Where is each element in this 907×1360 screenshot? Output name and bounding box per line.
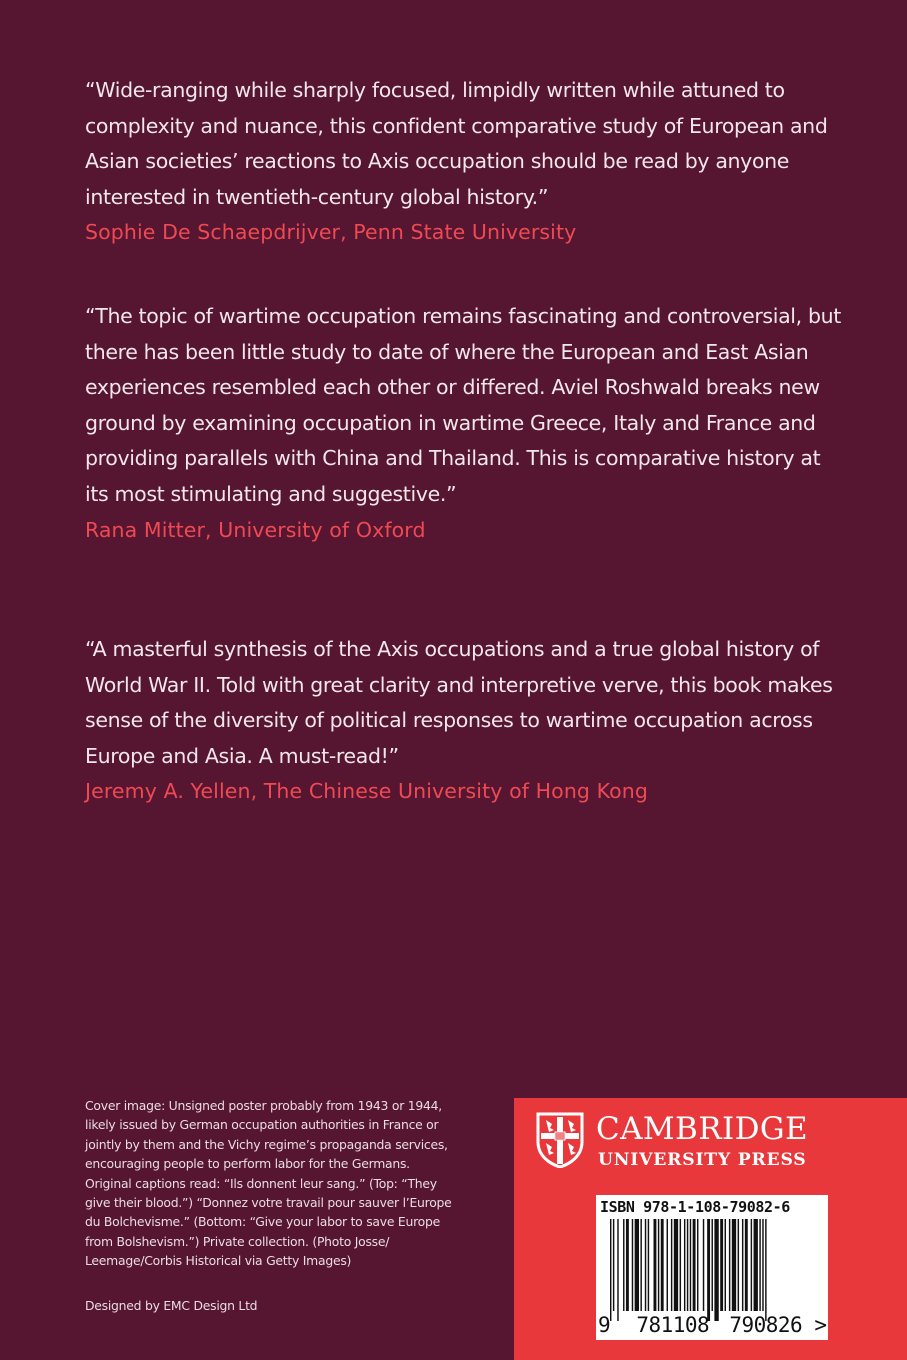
endorsement-quote-3 bbox=[85, 632, 845, 810]
barcode-bar bbox=[635, 1219, 639, 1311]
barcode-bar bbox=[729, 1219, 730, 1311]
endorsement-quote-1 bbox=[85, 73, 845, 251]
barcode-bar bbox=[623, 1219, 624, 1311]
ean-end-marker: > bbox=[814, 1313, 827, 1337]
barcode-bar bbox=[714, 1219, 718, 1321]
barcode-bar bbox=[648, 1219, 649, 1311]
cover-image-credit: Cover image: Unsigned poster probably from 1943 or 1944, likely issued by German occupation authorities in France or jointly by them and the Vichy regime’s propaganda services, encouraging people to perform labor for the Germans. Original captions read: “Ils donnent leur sang.” (Top: “They give their blood.”) “Donnez votre travail pour sauver l’Europe du Bolchevisme.” (Bottom: “Give your labor to save Europe from Bolshevism.”) Private collection. (Photo Josse/ Leemage/Corbis Historical via Getty Images) bbox=[85, 1098, 452, 1269]
quote-text: “A masterful synthesis of the Axis occupations and a true global history of World War II. Told with great clarity and interpretive verve, this book makes sense of the diversity of political responses to wartime occupation across Europe and Asia. A must-read!” bbox=[85, 637, 833, 768]
ean-left-digits: 781108 bbox=[636, 1313, 710, 1337]
designer-credit: Designed by EMC Design Ltd bbox=[85, 1298, 258, 1313]
quote-text: “The topic of wartime occupation remains fascinating and controversial, but there has been little study to date of where the European and East Asian experiences resembled each other or differed. Aviel Roshwald breaks new ground by examining occupation in wartime Greece, Italy and France and providing parallels with China and Thailand. This is comparative history at its most stimulating and suggestive.” bbox=[85, 304, 841, 506]
isbn-barcode bbox=[596, 1195, 828, 1340]
barcode-bar bbox=[645, 1219, 646, 1311]
quote-attribution: Rana Mitter, University of Oxford bbox=[85, 517, 426, 542]
quote-attribution: Jeremy A. Yellen, The Chinese University of Hong Kong bbox=[85, 779, 649, 804]
barcode-bar bbox=[732, 1219, 736, 1311]
barcode-bar bbox=[680, 1219, 681, 1311]
barcode-bar bbox=[690, 1219, 691, 1311]
barcode-bar bbox=[687, 1219, 688, 1311]
ean-right-digits: 790826 bbox=[729, 1313, 803, 1337]
quote-text: “Wide-ranging while sharply focused, limpidly written while attuned to complexity and nuance, this confident comparative study of European and Asian societies’ reactions to Axis occupation should be read by anyone interested in twentieth-century global history.” bbox=[85, 78, 828, 209]
barcode-bar bbox=[671, 1219, 672, 1311]
cambridge-crest-icon bbox=[536, 1112, 584, 1168]
barcode-bar bbox=[738, 1219, 739, 1311]
barcode-bar bbox=[762, 1219, 763, 1311]
barcode-bar bbox=[654, 1219, 657, 1311]
barcode-bar bbox=[745, 1219, 748, 1311]
barcode-bar bbox=[751, 1219, 752, 1311]
barcode-bar bbox=[725, 1219, 726, 1311]
barcode-bar bbox=[613, 1219, 614, 1311]
barcode-bar bbox=[703, 1219, 704, 1311]
barcode-bar bbox=[693, 1219, 696, 1311]
barcode-bar bbox=[610, 1219, 611, 1321]
barcode-bar bbox=[684, 1219, 685, 1311]
barcode-bar bbox=[712, 1219, 713, 1311]
barcode-bar bbox=[667, 1219, 668, 1311]
barcode-bar bbox=[626, 1219, 629, 1311]
publisher-panel bbox=[514, 1098, 907, 1360]
endorsement-quote-2 bbox=[85, 299, 845, 548]
barcode-bar bbox=[754, 1219, 758, 1311]
quote-attribution: Sophie De Schaepdrijver, Penn State University bbox=[85, 220, 577, 245]
barcode-bar bbox=[674, 1219, 678, 1311]
barcode-bar bbox=[742, 1219, 743, 1311]
ean-first-digit: 9 bbox=[598, 1313, 611, 1337]
barcode-bar bbox=[765, 1219, 766, 1321]
publisher-subname: UNIVERSITY PRESS bbox=[598, 1150, 807, 1170]
isbn-label: ISBN 978-1-108-79082-6 bbox=[600, 1198, 790, 1216]
barcode-bar bbox=[640, 1219, 641, 1311]
barcode-bar bbox=[720, 1219, 723, 1311]
ean-digits bbox=[598, 1313, 827, 1337]
barcode-bar bbox=[658, 1219, 659, 1311]
barcode-bar bbox=[759, 1219, 760, 1311]
barcode-bar bbox=[707, 1219, 710, 1321]
barcode-bar bbox=[617, 1219, 618, 1321]
publisher-name: CAMBRIDGE bbox=[596, 1111, 809, 1147]
barcode-bar bbox=[632, 1219, 633, 1311]
barcode-bar bbox=[661, 1219, 664, 1311]
barcode-bar bbox=[697, 1219, 698, 1311]
